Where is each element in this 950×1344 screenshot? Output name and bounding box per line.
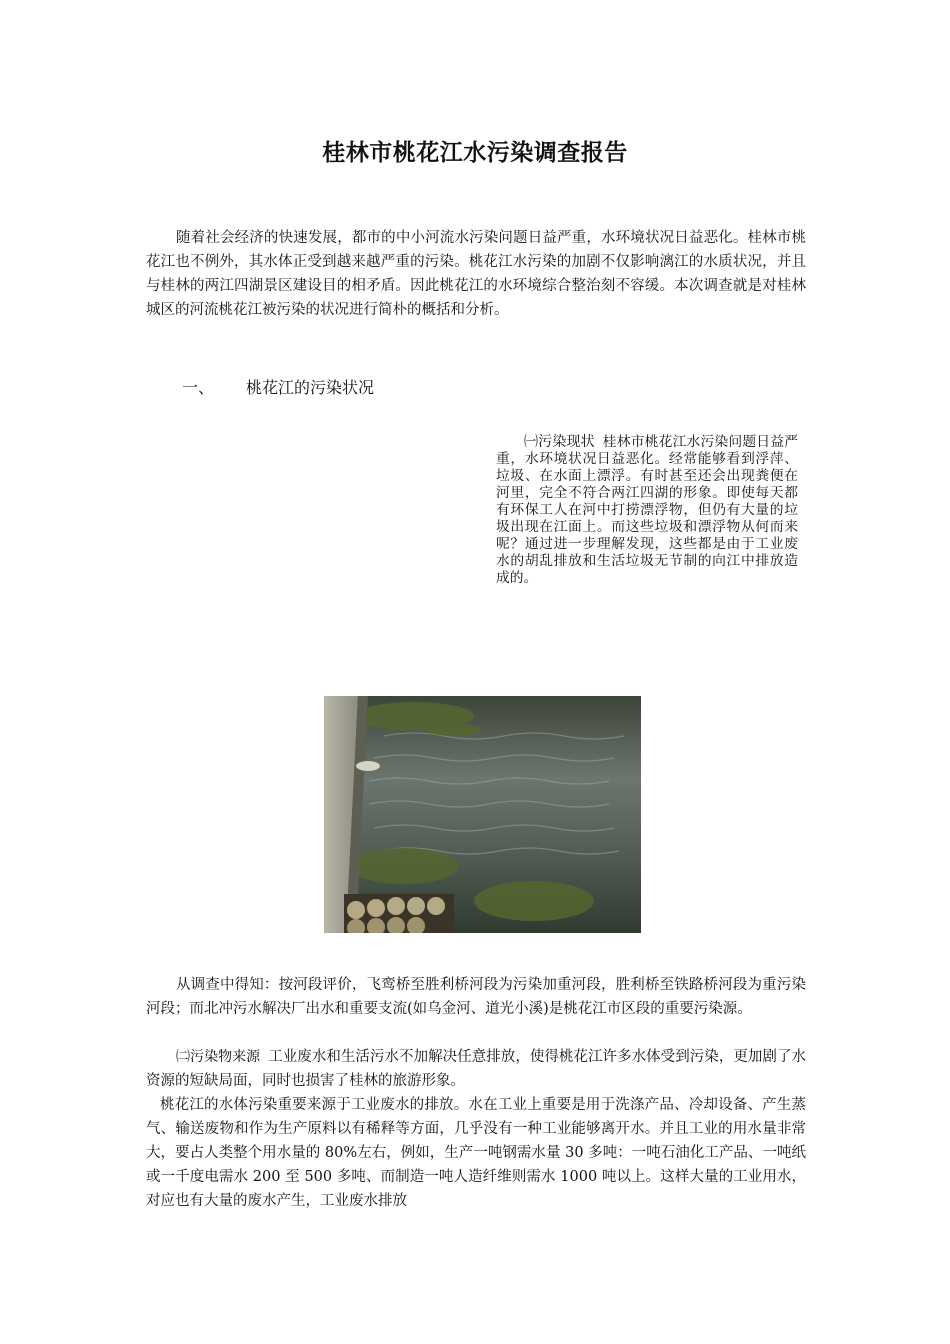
intro-paragraph: 随着社会经济的快速发展，都市的中小河流水污染问题日益严重，水环境状况日益恶化。桂林市桃花江也不例外，其水体正受到越来越严重的污染。桃花江水污染的加剧不仅影响漓江的水质状况，并且与桂林的两江四湖景区建设目的相矛盾。因此桃花江的水环境综合整治刻不容缓。本次调查就是对桂林城区的河流桃花江被污染的状况进行简朴的概括和分析。 [146,230,806,318]
section-heading [182,375,374,398]
river-photo [324,696,641,933]
subsection-text: 工业废水和生活污水不加解决任意排放，使得桃花江许多水体受到污染，更加剧了水资源的短缺局面，同时也损害了桂林的旅游形象。 [146,1049,807,1089]
page-title: 桂林市桃花江水污染调查报告 [322,139,628,166]
subsection-text: 桂林市桃花江水污染问题日益严重，水环境状况日益恶化。经常能够看到浮萍、垃圾、在水面上漂浮。有时甚至还会出现粪便在河里，完全不符合两江四湖的形象。即使每天都有环保工人在河中打捞漂浮物，但仍有大量的垃圾出现在江面上。而这些垃圾和漂浮物从何而来呢？通过进一步理解发现，这些都是由于工业废水的胡乱排放和生活垃圾无节制的向江中排放造成的。 [496,434,799,586]
finding-paragraph: 从调查中得知：按河段评价，飞鸾桥至胜利桥河段为污染加重河段，胜利桥至铁路桥河段为重污染河段；而北冲污水解决厂出水和重要支流(如乌金河、道光小溪)是桃花江市区段的重要污染源。 [146,977,806,1017]
subsection-label: ㈠污染现状 [524,434,595,450]
subsection-label: ㈡污染物来源 [176,1049,261,1065]
industry-paragraph: 桃花江的水体污染重要来源于工业废水的排放。水在工业上重要是用于洗涤产品、冷却设备、产生蒸气、输送废物和作为生产原料以有稀释等方面，几乎没有一种工业能够离开水。并且工业的用水量非常大，要占人类整个用水量的 80%左右，例如，生产一吨钢需水量 30 多吨：一吨石油化工产品、一吨纸或一千度电需水 200 至 500 多吨、而制造一吨人造纤维则需水 1000 吨以上。这样大量的工业用水，对应也有大量的废水产生，工业废水排放 [146,1097,806,1209]
section-title: 桃花江的污染状况 [246,378,375,397]
pollution-source-paragraph [146,1045,806,1093]
pollution-status-text [496,434,798,587]
section-number: 一、 [182,378,215,397]
